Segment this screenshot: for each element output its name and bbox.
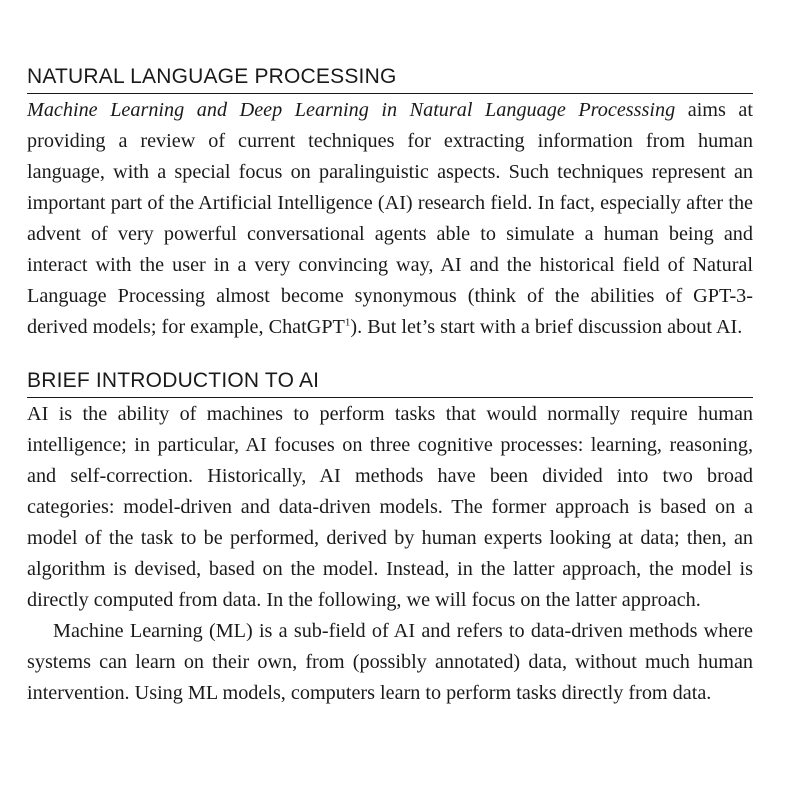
paragraph-machine-learning: Machine Learning (ML) is a sub-field of AI and refers to data-driven methods where systems can learn on their own, from (possibly annotated) data, without much human intervention. Using ML models, computers learn to perform tasks directly from data. [27, 620, 753, 704]
paragraph-nlp-text: aims at providing a review of current techniques for extracting information from human language, with a special focus on paralinguistic aspects. Such techniques represent an important part of the Artificial Intelligence (AI) research field. In fact, especially after the advent of very powerful conversational agents able to simulate a human being and interact with the user in a very convincing way, AI and the historical field of Natural Language Processing almost become synonymous (think of the abilities of GPT-3-derived models; for example, ChatGPT [27, 99, 753, 338]
section-spacer [27, 343, 753, 368]
section-heading-nlp: NATURAL LANGUAGE PROCESSING [27, 64, 753, 94]
paragraph-ai-definition: AI is the ability of machines to perform tasks that would normally require human intelligence; in particular, AI focuses on three cognitive processes: learning, reasoning, and self-correction. Historically, AI methods have been divided into two broad categories: model-driven and data-driven models. The former approach is based on a model of the task to be performed, derived by human experts looking at data; then, an algorithm is devised, based on the model. Instead, in the latter approach, the model is directly computed from data. In the following, we will focus on the latter approach. [27, 403, 753, 611]
section-heading-ai-intro: BRIEF INTRODUCTION TO AI [27, 368, 753, 398]
document-page [27, 64, 753, 709]
book-title: Machine Learning and Deep Learning in Natural Language Processsing [27, 99, 676, 121]
paragraph-nlp-end: ). But let’s start with a brief discussion about AI. [350, 316, 743, 338]
paragraph-nlp-intro [27, 95, 753, 343]
footnote-marker[interactable]: 1 [344, 316, 351, 329]
